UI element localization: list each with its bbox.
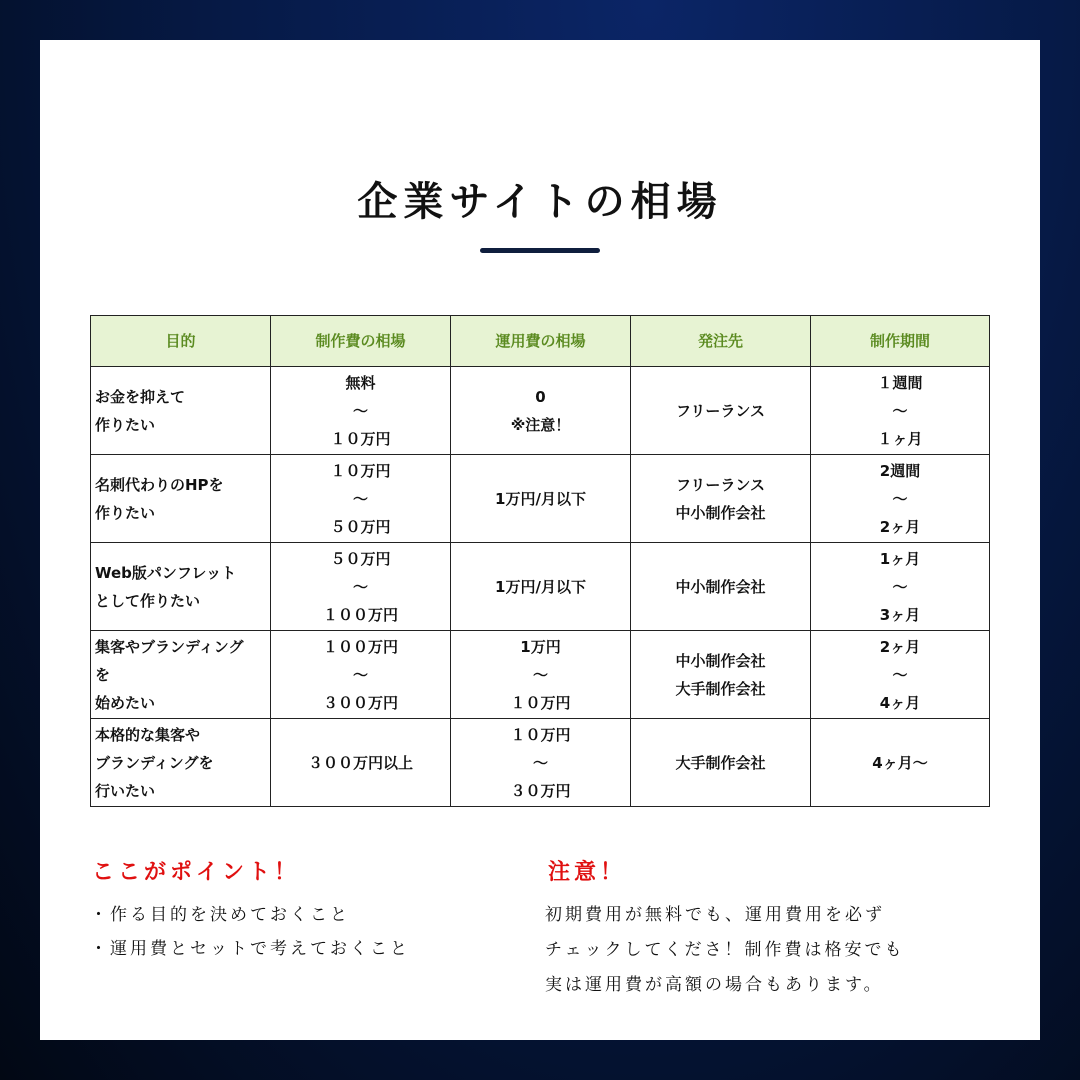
cell-line: 4ヶ月〜 — [872, 753, 928, 772]
cell-line: 0 — [535, 387, 546, 406]
cell-vendor — [631, 543, 811, 631]
table-row — [91, 367, 990, 455]
point-list — [90, 898, 410, 966]
cell-line: ５０万円 — [330, 517, 391, 536]
header-period: 制作期間 — [811, 316, 990, 367]
cell-production-cost — [271, 455, 451, 543]
table-header-row — [91, 316, 990, 367]
cell-line: ３０万円 — [510, 781, 571, 800]
header-purpose: 目的 — [91, 316, 271, 367]
cell-line: ブランディングを — [95, 753, 214, 772]
cell-period — [811, 543, 990, 631]
cell-line: 〜 — [352, 577, 368, 596]
cell-line: 作りたい — [95, 503, 156, 522]
cell-line: 〜 — [892, 401, 908, 420]
cell-line: １週間 — [877, 373, 923, 392]
table-body — [91, 367, 990, 807]
cell-line: ３００万円以上 — [307, 753, 413, 772]
cell-line: 1ヶ月 — [879, 549, 921, 568]
cell-line: 行いたい — [95, 781, 156, 800]
cell-line: 中小制作会社 — [675, 503, 766, 522]
cell-line: 中小制作会社 — [675, 577, 766, 596]
header-vendor: 発注先 — [631, 316, 811, 367]
point-item: ・作る目的を決めておくこと — [90, 905, 350, 925]
cell-vendor — [631, 631, 811, 719]
cell-operation-cost — [451, 631, 631, 719]
page-title: 企業サイトの相場 — [357, 178, 723, 225]
cell-line: 〜 — [532, 665, 548, 684]
cell-line: １０万円 — [510, 693, 571, 712]
point-item: ・運用費とセットで考えておくこと — [90, 939, 410, 959]
cell-line: 3ヶ月 — [879, 605, 921, 624]
cell-period — [811, 367, 990, 455]
cell-operation-cost — [451, 719, 631, 807]
cell-purpose — [91, 719, 271, 807]
cell-line: 大手制作会社 — [675, 753, 766, 772]
table-row — [91, 455, 990, 543]
cell-line: お金を抑えて — [95, 387, 186, 406]
content-card — [40, 40, 1040, 1040]
cell-line: 本格的な集客や — [95, 725, 201, 744]
cell-line: 〜 — [352, 665, 368, 684]
cell-purpose — [91, 631, 271, 719]
cell-line: １０万円 — [330, 429, 391, 448]
cell-line: １００万円 — [322, 637, 398, 656]
cell-line: 2週間 — [879, 461, 921, 480]
note-line: チェックしてくださ！制作費は格安でも — [545, 940, 905, 960]
cell-line: ※注意！ — [510, 415, 571, 434]
note-line: 初期費用が無料でも、運用費用を必ず — [545, 905, 885, 925]
cell-operation-cost — [451, 367, 631, 455]
cell-period — [811, 631, 990, 719]
cell-line: 〜 — [892, 577, 908, 596]
cell-vendor — [631, 367, 811, 455]
title-underline — [480, 248, 600, 253]
cell-line: 〜 — [352, 401, 368, 420]
cell-line: 大手制作会社 — [675, 679, 766, 698]
cell-purpose — [91, 543, 271, 631]
cell-line: ３００万円 — [322, 693, 398, 712]
cell-line: １０万円 — [510, 725, 571, 744]
cell-line: Web版パンフレット — [95, 563, 237, 582]
cell-line: 作りたい — [95, 415, 156, 434]
cell-operation-cost — [451, 455, 631, 543]
cell-operation-cost — [451, 543, 631, 631]
cell-line: ５０万円 — [330, 549, 391, 568]
price-table — [90, 315, 990, 807]
cell-line: 〜 — [532, 753, 548, 772]
cell-line: 〜 — [892, 489, 908, 508]
table-row — [91, 543, 990, 631]
cell-line: 始めたい — [95, 693, 156, 712]
cell-period — [811, 719, 990, 807]
cell-line: 4ヶ月 — [879, 693, 921, 712]
cell-production-cost — [271, 367, 451, 455]
cell-vendor — [631, 455, 811, 543]
cell-line: 1万円/月以下 — [495, 489, 586, 508]
cell-line: 集客やブランディング — [95, 637, 244, 656]
cell-line: 無料 — [345, 373, 376, 392]
cell-production-cost — [271, 631, 451, 719]
cell-line: 2ヶ月 — [879, 517, 921, 536]
note-line: 実は運用費が高額の場合もあります。 — [545, 975, 884, 995]
cell-purpose — [91, 455, 271, 543]
cell-line: １ヶ月 — [877, 429, 923, 448]
cell-line: を — [95, 665, 111, 684]
cell-line: 名刺代わりのHPを — [95, 475, 224, 494]
cell-line: フリーランス — [676, 401, 765, 420]
cell-line: フリーランス — [676, 475, 765, 494]
cell-production-cost — [271, 543, 451, 631]
cell-line: 2ヶ月 — [879, 637, 921, 656]
cell-vendor — [631, 719, 811, 807]
cell-production-cost — [271, 719, 451, 807]
cell-line: 1万円/月以下 — [495, 577, 586, 596]
cell-line: 〜 — [352, 489, 368, 508]
cell-line: １００万円 — [322, 605, 398, 624]
cell-line: 1万円 — [520, 637, 561, 656]
header-operation-cost: 運用費の相場 — [451, 316, 631, 367]
table-row — [91, 631, 990, 719]
cell-purpose — [91, 367, 271, 455]
cell-line: １０万円 — [330, 461, 391, 480]
note-heading: 注意！ — [548, 860, 627, 885]
point-heading: ここがポイント！ — [92, 860, 301, 885]
cell-line: 〜 — [892, 665, 908, 684]
cell-line: 中小制作会社 — [675, 651, 766, 670]
table-row — [91, 719, 990, 807]
header-production-cost: 制作費の相場 — [271, 316, 451, 367]
cell-line: として作りたい — [95, 591, 201, 610]
note-body — [545, 898, 985, 1003]
cell-period — [811, 455, 990, 543]
